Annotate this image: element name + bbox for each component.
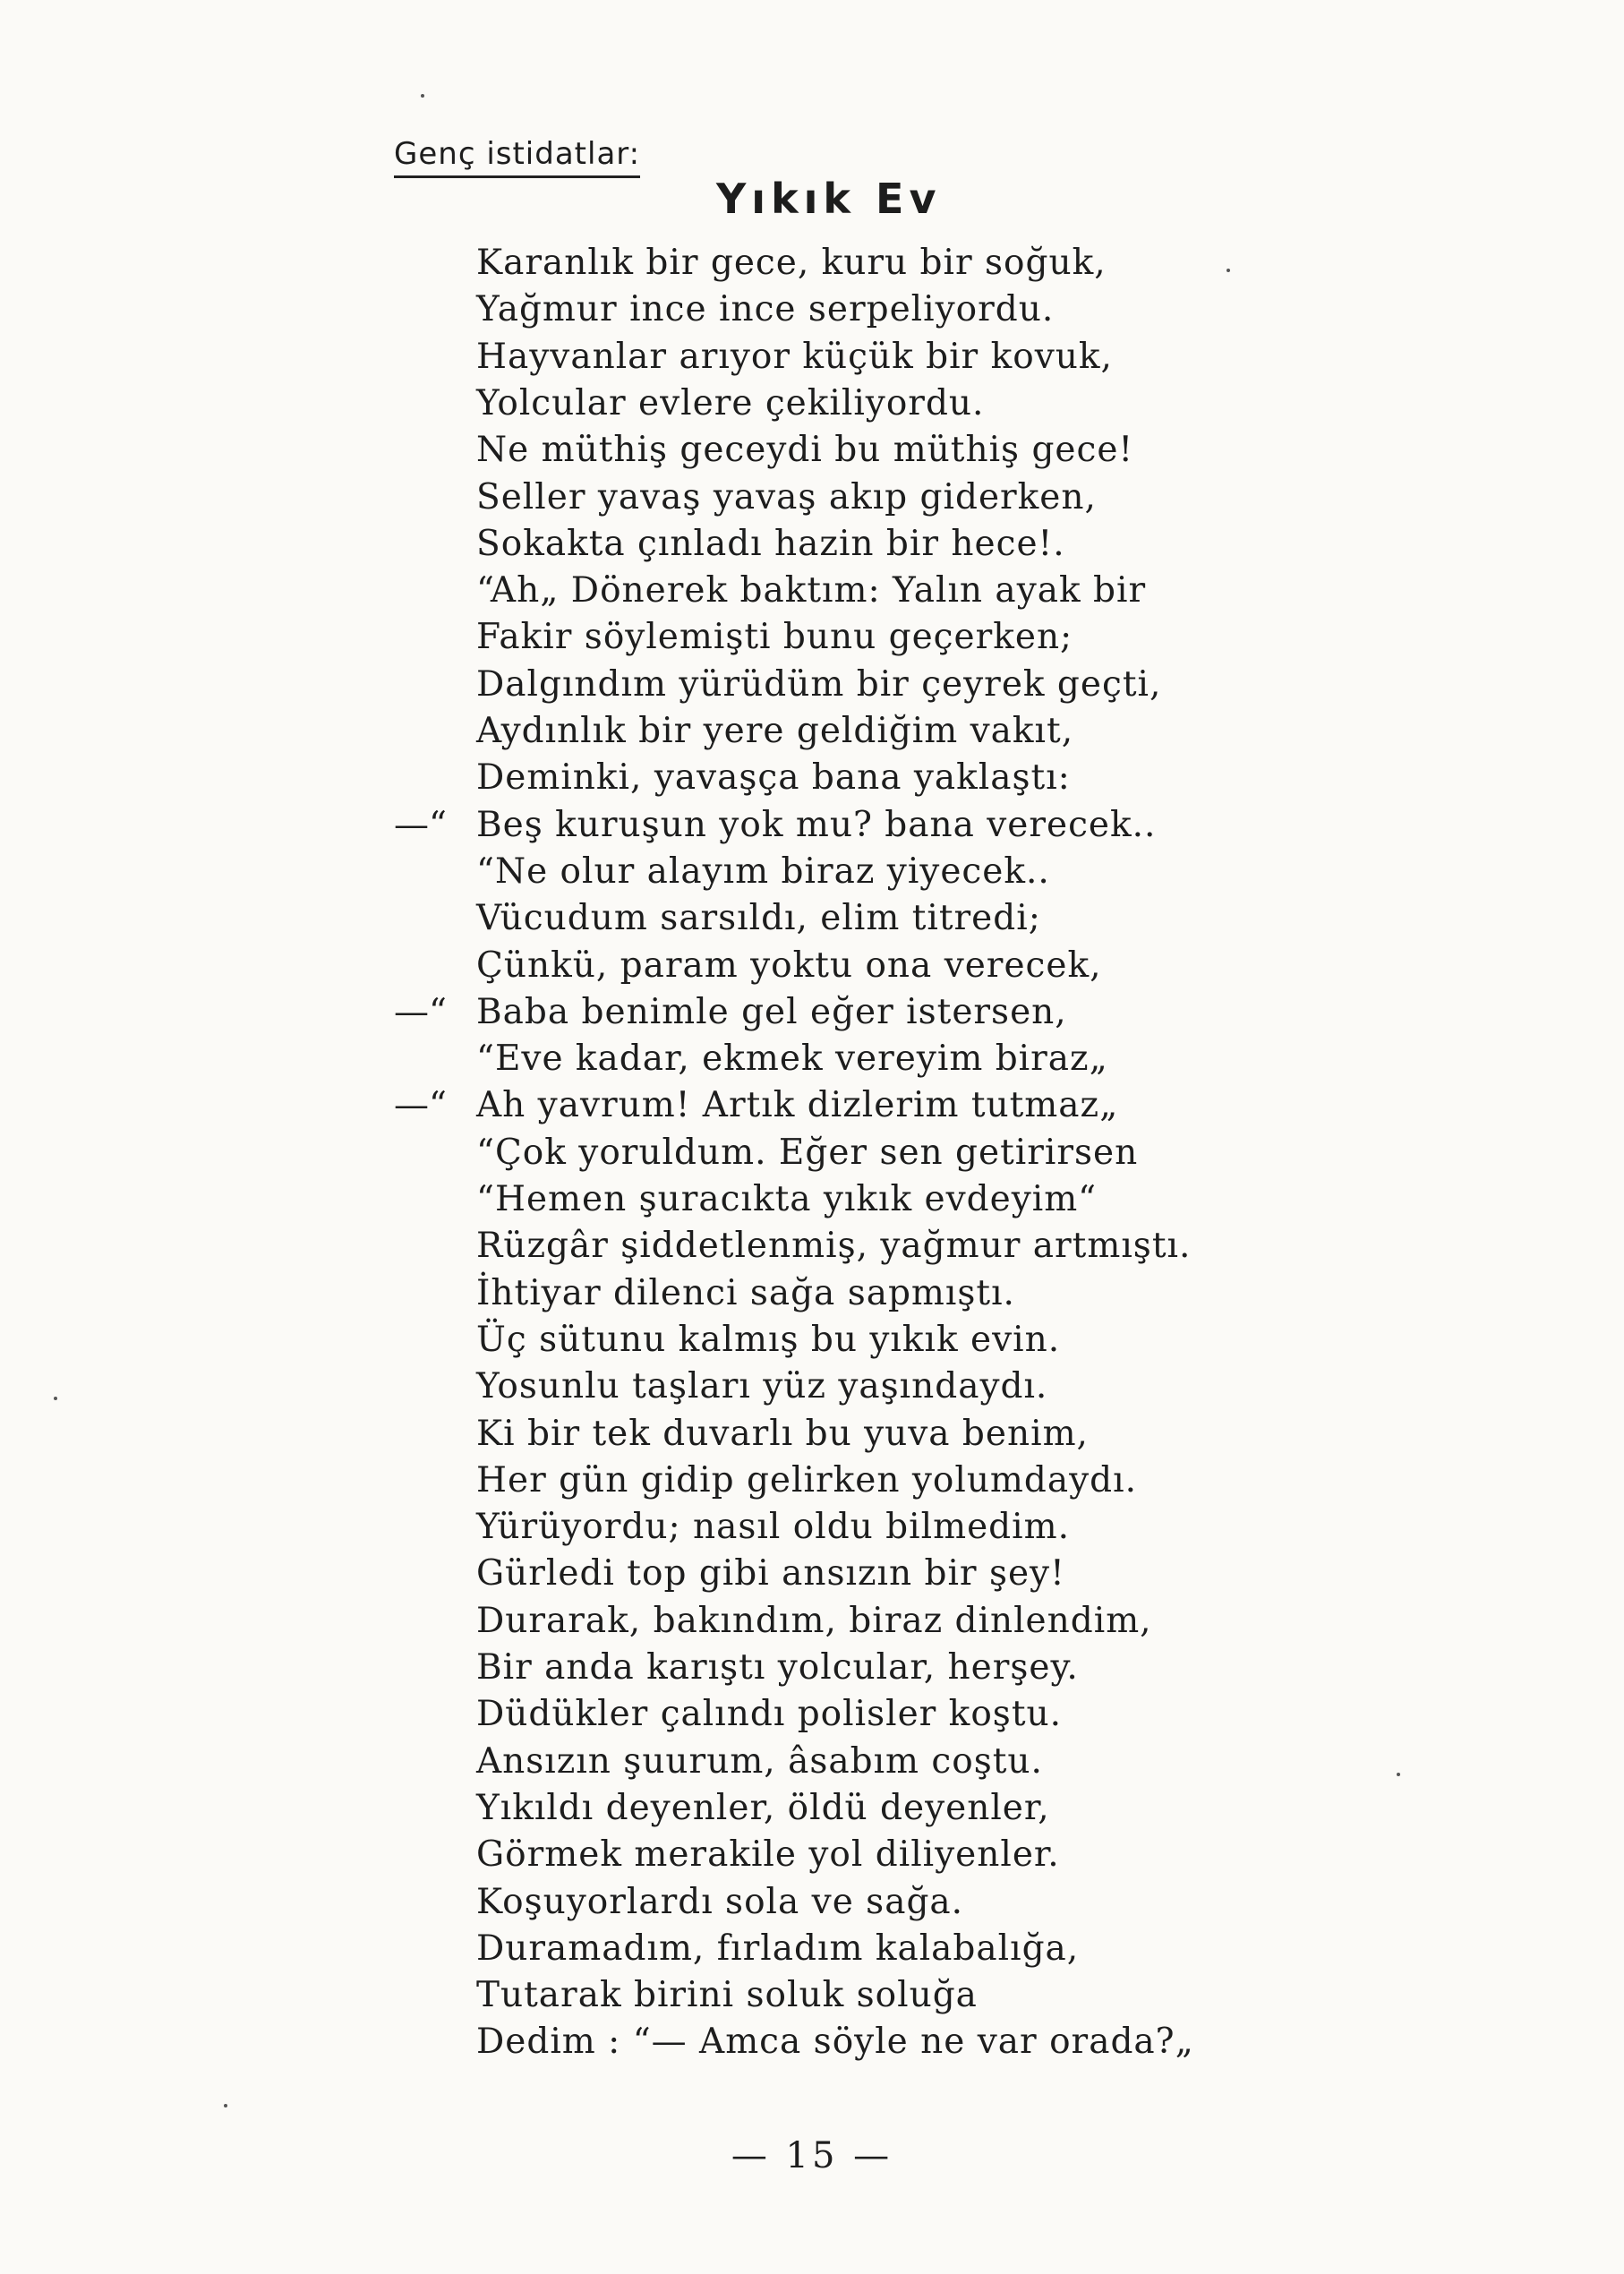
poem-line: “Eve kadar, ekmek vereyim biraz„: [476, 1039, 1108, 1079]
poem-line: Vücudum sarsıldı, elim titredi;: [476, 898, 1041, 938]
scan-speck: [1227, 269, 1230, 272]
page-number: — 15 —: [731, 2135, 893, 2176]
dialogue-dash: —“: [394, 1085, 447, 1125]
poem-line: Her gün gidip gelirken yolumdaydı.: [476, 1460, 1137, 1500]
poem-title: Yıkık Ev: [716, 175, 942, 223]
poem-line: Ki bir tek duvarlı bu yuva benim,: [476, 1414, 1089, 1454]
poem-line: Yürüyordu; nasıl oldu bilmedim.: [476, 1507, 1070, 1547]
poem-line: Deminki, yavaşça bana yaklaştı:: [476, 757, 1071, 798]
poem-line: İhtiyar dilenci sağa sapmıştı.: [476, 1273, 1015, 1313]
poem-line: Beş kuruşun yok mu? bana verecek..: [476, 805, 1157, 845]
poem-line: Ne müthiş geceydi bu müthiş gece!: [476, 430, 1134, 470]
poem-line: Görmek merakile yol diliyenler.: [476, 1834, 1060, 1875]
scan-speck: [1397, 1773, 1400, 1776]
poem-line: Seller yavaş yavaş akıp giderken,: [476, 477, 1097, 517]
poem-line: “Ah„ Dönerek baktım: Yalın ayak bir: [476, 570, 1147, 611]
poem-line: Aydınlık bir yere geldiğim vakıt,: [476, 711, 1074, 751]
poem-line: Üç sütunu kalmış bu yıkık evin.: [476, 1320, 1061, 1360]
poem-line: “Ne olur alayım biraz yiyecek..: [476, 851, 1050, 892]
scan-speck: [421, 94, 424, 98]
section-label: Genç istidatlar:: [394, 136, 640, 178]
poem-line: Koşuyorlardı sola ve sağa.: [476, 1882, 964, 1922]
poem-line: Bir anda karıştı yolcular, herşey.: [476, 1647, 1079, 1688]
poem-line: Karanlık bir gece, kuru bir soğuk,: [476, 243, 1107, 283]
dialogue-dash: —“: [394, 805, 447, 845]
poem-line: Dedim : “— Amca söyle ne var orada?„: [476, 2022, 1194, 2062]
poem-line: Gürledi top gibi ansızın bir şey!: [476, 1553, 1065, 1594]
poem-line: Hayvanlar arıyor küçük bir kovuk,: [476, 337, 1113, 377]
poem-line: Rüzgâr şiddetlenmiş, yağmur artmıştı.: [476, 1226, 1192, 1266]
poem-line: Ah yavrum! Artık dizlerim tutmaz„: [476, 1085, 1119, 1125]
poem-line: Duramadım, fırladım kalabalığa,: [476, 1928, 1080, 1969]
poem-line: “Çok yoruldum. Eğer sen getirirsen: [476, 1133, 1139, 1173]
dialogue-dash: —“: [394, 992, 447, 1032]
poem-line: Durarak, bakındım, biraz dinlendim,: [476, 1601, 1152, 1641]
poem-line: Ansızın şuurum, âsabım coştu.: [476, 1741, 1043, 1782]
poem-line: Yağmur ince ince serpeliyordu.: [476, 289, 1055, 329]
poem-line: Yıkıldı deyenler, öldü deyenler,: [476, 1788, 1050, 1828]
poem-line: Yolcular evlere çekiliyordu.: [476, 383, 985, 423]
poem-line: Düdükler çalındı polisler koştu.: [476, 1694, 1063, 1734]
poem-line: Baba benimle gel eğer istersen,: [476, 992, 1067, 1032]
scan-speck: [224, 2104, 227, 2107]
poem-line: Çünkü, param yoktu ona verecek,: [476, 945, 1102, 986]
poem-line: Fakir söylemişti bunu geçerken;: [476, 617, 1073, 657]
poem-line: Dalgındım yürüdüm bir çeyrek geçti,: [476, 664, 1162, 705]
poem-line: “Hemen şuracıkta yıkık evdeyim“: [476, 1179, 1098, 1219]
poem-line: Yosunlu taşları yüz yaşındaydı.: [476, 1366, 1048, 1406]
poem-line: Sokakta çınladı hazin bir hece!.: [476, 524, 1065, 564]
scan-speck: [54, 1397, 57, 1400]
poem-line: Tutarak birini soluk soluğa: [476, 1975, 978, 2015]
